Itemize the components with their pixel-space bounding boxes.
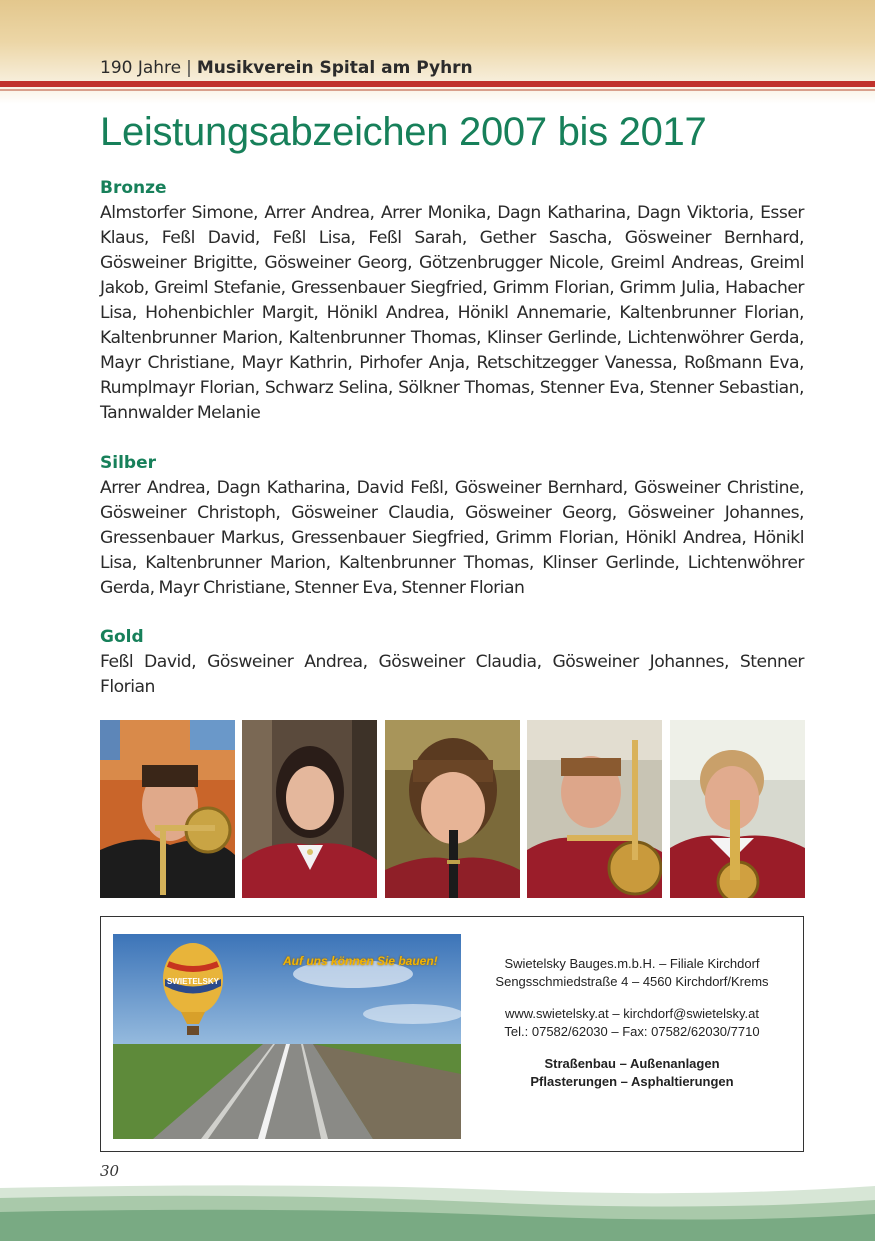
header-separator: | xyxy=(186,58,192,78)
section-bronze xyxy=(100,176,804,426)
advertisement-box xyxy=(100,916,804,1152)
ad-phone-fax: Tel.: 07582/62030 – Fax: 07582/62030/7710 xyxy=(504,1024,760,1039)
ad-contact-text xyxy=(461,955,803,1091)
photo-smiling-musician xyxy=(242,720,377,898)
photo-trombone-player-2 xyxy=(527,720,662,898)
header-org: Musikverein Spital am Pyhrn xyxy=(196,58,473,78)
photo-clarinet-player xyxy=(385,720,520,898)
names-bronze: Almstorfer Simone, Arrer Andrea, Arrer Monika, Dagn Katharina, Dagn Viktoria, Esser Klaus, Feßl David, Feßl Lisa, Feßl Sarah, Gether Sascha, Gösweiner Bernhard, Gösweiner Brigitte, Gösweiner Georg, Götzenbrugger Nicole, Greiml Andreas, Greiml Jakob, Greiml Stefanie, Gressenbauer Siegfried, Grimm Florian, Grimm Julia, Habacher Lisa, Hohenbichler Margit, Hönikl Andrea, Hönikl Annemarie, Kaltenbrunner Florian, Kaltenbrunner Marion, Kaltenbrunner Thomas, Klinser Gerlinde, Lichtenwöhrer Gerda, Mayr Christiane, Mayr Kathrin, Pirhofer Anja, Retschitzegger Vanessa, Roßmann Eva, Rumplmayr Florian, Schwarz Selina, Sölkner Thomas, Stenner Eva, Stenner Sebastian, Tannwalder Melanie xyxy=(100,203,804,423)
footer-band xyxy=(0,1180,875,1241)
page-title: Leistungsabzeichen 2007 bis 2017 xyxy=(100,110,707,154)
section-silber xyxy=(100,451,804,601)
ad-services-1: Straßenbau – Außenanlagen xyxy=(544,1056,720,1071)
ad-address: Sengsschmiedstraße 4 – 4560 Kirchdorf/Krems xyxy=(495,974,769,989)
photo-trombone-player xyxy=(100,720,235,898)
page-number: 30 xyxy=(100,1162,120,1180)
section-gold xyxy=(100,625,804,700)
ad-web-email: www.swietelsky.at – kirchdorf@swietelsky.at xyxy=(504,1006,759,1021)
ad-services-2: Pflasterungen – Asphaltierungen xyxy=(530,1074,734,1089)
header-thin-rule xyxy=(0,89,875,91)
section-heading-silber: Silber xyxy=(100,453,156,473)
ad-slogan: Auf uns können Sie bauen! xyxy=(283,954,438,968)
section-heading-gold: Gold xyxy=(100,627,144,647)
header-years: 190 Jahre xyxy=(100,58,182,78)
section-heading-bronze: Bronze xyxy=(100,178,167,198)
photo-trumpet-player xyxy=(670,720,805,898)
ad-image-balloon-highway xyxy=(113,934,461,1139)
names-gold: Feßl David, Gösweiner Andrea, Gösweiner Claudia, Gösweiner Johannes, Stenner Florian xyxy=(100,652,804,697)
running-header xyxy=(100,58,473,78)
ad-company: Swietelsky Bauges.m.b.H. – Filiale Kirchdorf xyxy=(504,956,760,971)
header-red-rule xyxy=(0,81,875,87)
names-silber: Arrer Andrea, Dagn Katharina, David Feßl, Gösweiner Bernhard, Gösweiner Christine, Gösweiner Christoph, Gösweiner Claudia, Gösweiner Georg, Gösweiner Johannes, Gressenbauer Markus, Gressenbauer Siegfried, Grimm Florian, Hönikl Andrea, Hönikl Lisa, Kaltenbrunner Marion, Kaltenbrunner Thomas, Klinser Gerlinde, Lichtenwöhrer Gerda, Mayr Christiane, Stenner Eva, Stenner Florian xyxy=(100,478,804,598)
balloon-label: SWIETELSKY xyxy=(166,977,220,986)
